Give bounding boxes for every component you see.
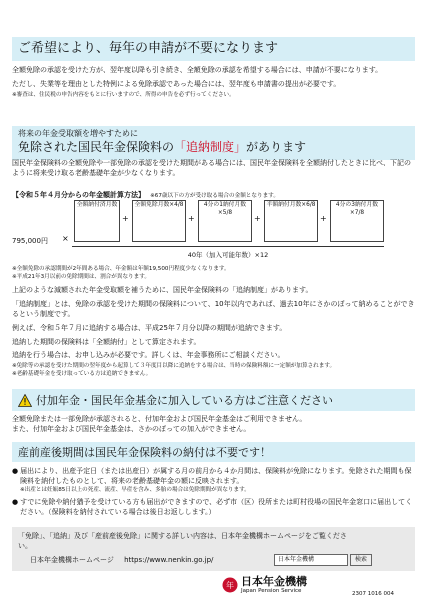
org-name-en: Japan Pension Service bbox=[241, 588, 302, 594]
s2-heading-band bbox=[12, 126, 415, 160]
s1-heading: ご希望により、毎年の申請が不要になります bbox=[18, 41, 279, 56]
footer-box bbox=[12, 527, 415, 571]
s2-p3: 「追納制度」とは、免除の承認を受けた期間の保険料について、10年以内であれば、過去10年にさかのぼって納めることができるという制度です。 bbox=[12, 300, 415, 318]
box-half: 半額納付月数×6/8 bbox=[264, 200, 318, 242]
s2-note2-2: ※老齢基礎年金を受け取っている方は追納できません。 bbox=[12, 371, 152, 377]
s2-note-2: ※平成21年3月以前の免除期間は、割合が異なります。 bbox=[12, 274, 150, 280]
s2-heading: 免除された国民年金保険料の「追納制度」があります bbox=[18, 140, 307, 154]
s4-b1-note: ※出産とは妊娠85日以上の死産、流産、早産を含み、多胎の場合は免除期間が異なります。 bbox=[20, 487, 250, 493]
org-logo bbox=[222, 576, 307, 594]
box-full: 全額納付済月数 bbox=[74, 200, 120, 242]
footer-line1: 「免除」、「追納」及び「産前産後免除」に関する詳しい内容は、日本年金機構ホームページをご覧ください。 bbox=[18, 532, 347, 550]
s1-p1: 全額免除の承認を受けた方が、翌年度以降も引き続き、全額免除の承認を希望する場合には、申請が不要になります。 bbox=[12, 66, 383, 74]
s1-p2: ただし、失業等を理由とした特例による免除承認であった場合には、翌年度も申請書の提出が必要です。 bbox=[12, 80, 341, 88]
s4-b2: すでに免除や納付猶予を受けている方も届出ができますので、必ず市（区）役所または町村役場の国民年金窓口に届出してください。（保険料を納付されている場合は後日お返しします。） bbox=[20, 498, 413, 516]
s4-heading: 産前産後期間は国民年金保険料の納付は不要です！ bbox=[18, 446, 271, 459]
s4-b1: 届出により、出産予定日（または出産日）が属する月の前月から４か月間は、保険料が免除になります。免除された期間も保険料を納付したものとして、将来の老齢基礎年金の額に反映されます。 bbox=[20, 467, 412, 485]
fraction-line bbox=[72, 246, 384, 247]
formula-title: 【令和５年４月分からの年金額計算方法】 bbox=[12, 191, 145, 199]
formula-diagram: 795,000円 × 全額納付済月数 + 全額免除月数×4/8 + 4分の1納付月数×5/8 + 半額納付月数×6/8 + 4分の3納付月数×7/8 40年（加入可能年数）×12 bbox=[12, 196, 415, 262]
multiply-sign: × bbox=[62, 234, 69, 243]
org-name: 日本年金機構 bbox=[241, 575, 307, 588]
s3-p2: また、付加年金および国民年金基金は、さかのぼっての加入ができません。 bbox=[12, 425, 251, 433]
s2-p6: 追納を行う場合は、お申し込みが必要です。詳しくは、年金事務所にご相談ください。 bbox=[12, 351, 285, 359]
s1-note: ※審査は、住民税の申告内容をもとに行いますので、所得の申告を必ず行ってください。 bbox=[12, 92, 235, 98]
s3-heading: 付加年金・国民年金基金に加入している方はご注意ください bbox=[36, 393, 333, 407]
site-label: 日本年金機構ホームページ bbox=[30, 556, 114, 564]
box-exempt: 全額免除月数×4/8 bbox=[132, 200, 186, 242]
site-url[interactable]: https://www.nenkin.go.jp/ bbox=[124, 556, 214, 564]
nenkin-logo-icon bbox=[222, 577, 238, 593]
bullet-icon: ● bbox=[12, 498, 19, 506]
search-button[interactable]: 検索 bbox=[350, 554, 372, 566]
s4-heading-band bbox=[12, 442, 415, 462]
formula-denominator: 40年（加入可能年数）×12 bbox=[187, 251, 269, 259]
s1-heading-band bbox=[12, 37, 415, 61]
s2-p1: 国民年金保険料の全額免除や一部免除の承認を受けた期間がある場合には、国民年金保険料を全額納付したときに比べ、下記のように将来受け取る老齢基礎年金が少なくなります。 bbox=[12, 159, 411, 177]
s2-heading-red: 「追納制度」 bbox=[174, 140, 247, 154]
bullet-icon: ● bbox=[12, 467, 19, 475]
s2-p4: 例えば、令和５年７月に追納する場合は、平成25年７月分以降の期間が追納できます。 bbox=[12, 324, 287, 332]
s2-p2: 上記のような減額された年金受取額を補うために、国民年金保険料の「追納制度」があります。 bbox=[12, 286, 313, 294]
s2-note2-1: ※免除等の承認を受けた期間の翌年度から起算して３年度目以降に追納をする場合は、当時の保険料額に一定額が加算されます。 bbox=[12, 363, 336, 369]
warning-icon bbox=[18, 394, 32, 407]
formula-amount: 795,000円 bbox=[12, 237, 48, 245]
s2-note-1: ※全額免除の承認期間が2年間ある場合、年金額は年額19,500円程度少なくなります。 bbox=[12, 266, 230, 272]
s3-heading-band bbox=[12, 389, 415, 411]
svg-text:年: 年 bbox=[226, 581, 234, 590]
box-three: 4分の3納付月数×7/8 bbox=[330, 200, 384, 242]
s2-lead: 将来の年金受取額を増やすために bbox=[18, 129, 138, 138]
box-quarter: 4分の1納付月数×5/8 bbox=[198, 200, 252, 242]
search-input[interactable]: 日本年金機構 bbox=[274, 554, 348, 566]
s3-p1: 全額免除または一部免除が承認されると、付加年金および国民年金基金はご利用できません。 bbox=[12, 415, 307, 423]
s2-p5: 追納した期間の保険料は「全額納付」として算定されます。 bbox=[12, 338, 201, 346]
formula-note: ※67歳以下の方が受け取る場合の金額となります。 bbox=[150, 193, 279, 199]
doc-code: 2307 1016 004 bbox=[352, 591, 394, 597]
